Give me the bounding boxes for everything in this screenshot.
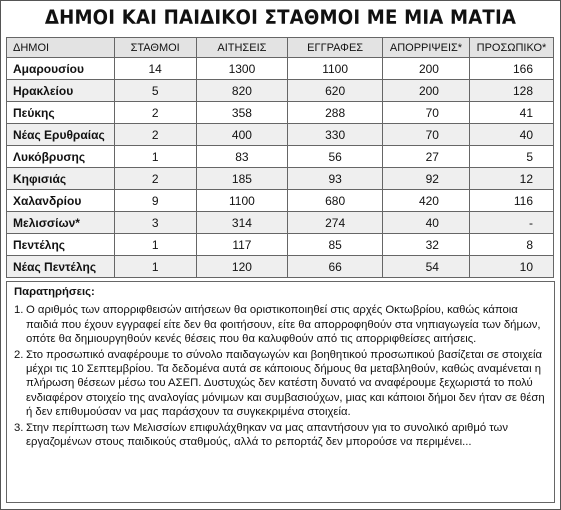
- staff-cell: 5: [469, 146, 553, 168]
- table-row: [7, 124, 554, 146]
- notes-title: Παρατηρήσεις:: [14, 286, 95, 298]
- stations-cell: 1: [114, 146, 196, 168]
- column-header-municipalities: ΔΗΜΟΙ: [7, 38, 115, 58]
- rejections-cell: 70: [383, 124, 470, 146]
- enrollments-cell: 274: [288, 212, 383, 234]
- rejections-cell: 32: [383, 234, 470, 256]
- stations-cell: 2: [114, 124, 196, 146]
- enrollments-cell: 330: [288, 124, 383, 146]
- note-text: Στην περίπτωση των Μελισσίων επιφυλάχθηκαν να μας απαντήσουν για το συνολικό αριθμό των εργαζομένων στους παιδικούς σταθμούς, αλλά το ρεπορτάζ δεν μπορούσε να περιμένει...: [26, 421, 509, 449]
- note-number: 1.: [14, 304, 24, 317]
- applications-cell: 117: [196, 234, 288, 256]
- table-row: [7, 234, 554, 256]
- note-item: [14, 421, 548, 450]
- stations-cell: 3: [114, 212, 196, 234]
- staff-cell: -: [469, 212, 553, 234]
- municipality-cell: Πεντέλης: [7, 234, 115, 256]
- enrollments-cell: 1100: [288, 58, 383, 80]
- municipality-cell: Μελισσίων*: [7, 212, 115, 234]
- municipality-cell: Ηρακλείου: [7, 80, 115, 102]
- applications-cell: 820: [196, 80, 288, 102]
- stations-cell: 1: [114, 256, 196, 278]
- column-header-stations: ΣΤΑΘΜΟΙ: [114, 38, 196, 58]
- municipality-cell: Πεύκης: [7, 102, 115, 124]
- enrollments-cell: 85: [288, 234, 383, 256]
- rejections-cell: 70: [383, 102, 470, 124]
- staff-cell: 116: [469, 190, 553, 212]
- table-row: [7, 146, 554, 168]
- stations-cell: 2: [114, 102, 196, 124]
- enrollments-cell: 66: [288, 256, 383, 278]
- stations-cell: 9: [114, 190, 196, 212]
- rejections-cell: 200: [383, 80, 470, 102]
- notes-box: [6, 281, 555, 503]
- note-text: Στο προσωπικό αναφέρουμε το σύνολο παιδαγωγών και βοηθητικού προσωπικού βασίζεται σε στοιχεία μέχρι τις 10 Σεπτεμβρίου. Τα δεδομένα αυτά σε κάποιους δήμους θα μεταβληθούν, καθώς αναμένεται η πλήρωση θέσεων μέσω του ΑΣΕΠ. Δυστυχώς δεν κατέστη δυνατό να αναφέρουμε ξεχωριστά το πολύ ενδιαφέρον στοιχείο της αναλογίας μόνιμων και συμβασιούχων, μιας και κάποιοι δήμοι δεν ήταν σε θέση ή δεν επιθυμούσαν να μας παράσχουν τα συγκεκριμένα στοιχεία.: [26, 348, 545, 419]
- rejections-cell: 40: [383, 212, 470, 234]
- applications-cell: 185: [196, 168, 288, 190]
- rejections-cell: 92: [383, 168, 470, 190]
- table-row: [7, 256, 554, 278]
- enrollments-cell: 680: [288, 190, 383, 212]
- staff-cell: 10: [469, 256, 553, 278]
- enrollments-cell: 56: [288, 146, 383, 168]
- column-header-enrollments: ΕΓΓΡΑΦΕΣ: [288, 38, 383, 58]
- enrollments-cell: 288: [288, 102, 383, 124]
- municipality-cell: Λυκόβρυσης: [7, 146, 115, 168]
- municipality-cell: Νέας Ερυθραίας: [7, 124, 115, 146]
- applications-cell: 358: [196, 102, 288, 124]
- note-item: [14, 348, 548, 420]
- applications-cell: 314: [196, 212, 288, 234]
- rejections-cell: 200: [383, 58, 470, 80]
- page-title: ΔΗΜΟΙ ΚΑΙ ΠΑΙΔΙΚΟΙ ΣΤΑΘΜΟΙ ΜΕ ΜΙΑ ΜΑΤΙΑ: [44, 6, 517, 29]
- staff-cell: 40: [469, 124, 553, 146]
- table-row: [7, 102, 554, 124]
- note-text: Ο αριθμός των απορριφθεισών αιτήσεων θα οριστικοποιηθεί στις αρχές Οκτωβρίου, καθώς κάποια παιδιά που έχουν εγγραφεί είτε δεν θα φοιτήσουν, είτε θα απορροφηθούν στα νηπιαγωγεία των δήμων, οπότε θα δημιουργηθούν κενές θέσεις που θα καλυφθούν από τις απορριφθείσες αιτήσεις.: [26, 304, 541, 346]
- rejections-cell: 27: [383, 146, 470, 168]
- applications-cell: 1300: [196, 58, 288, 80]
- note-number: 2.: [14, 348, 24, 361]
- municipality-cell: Αμαρουσίου: [7, 58, 115, 80]
- staff-cell: 8: [469, 234, 553, 256]
- applications-cell: 120: [196, 256, 288, 278]
- table-row: [7, 168, 554, 190]
- stations-cell: 14: [114, 58, 196, 80]
- municipality-cell: Χαλανδρίου: [7, 190, 115, 212]
- enrollments-cell: 620: [288, 80, 383, 102]
- staff-cell: 41: [469, 102, 553, 124]
- table-row: [7, 190, 554, 212]
- enrollments-cell: 93: [288, 168, 383, 190]
- column-header-applications: ΑΙΤΗΣΕΙΣ: [196, 38, 288, 58]
- applications-cell: 83: [196, 146, 288, 168]
- municipality-cell: Κηφισιάς: [7, 168, 115, 190]
- staff-cell: 166: [469, 58, 553, 80]
- table-header-row: [7, 38, 554, 58]
- note-item: [14, 303, 548, 346]
- column-header-staff: ΠΡΟΣΩΠΙΚΟ*: [469, 38, 553, 58]
- note-number: 3.: [14, 421, 24, 434]
- stations-cell: 5: [114, 80, 196, 102]
- rejections-cell: 420: [383, 190, 470, 212]
- stations-cell: 2: [114, 168, 196, 190]
- rejections-cell: 54: [383, 256, 470, 278]
- municipality-cell: Νέας Πεντέλης: [7, 256, 115, 278]
- table-row: [7, 80, 554, 102]
- table-row: [7, 212, 554, 234]
- applications-cell: 1100: [196, 190, 288, 212]
- table-row: [7, 58, 554, 80]
- column-header-rejections: ΑΠΟΡΡΙΨΕΙΣ*: [383, 38, 470, 58]
- applications-cell: 400: [196, 124, 288, 146]
- staff-cell: 12: [469, 168, 553, 190]
- staff-cell: 128: [469, 80, 553, 102]
- municipalities-table: [6, 37, 554, 278]
- stations-cell: 1: [114, 234, 196, 256]
